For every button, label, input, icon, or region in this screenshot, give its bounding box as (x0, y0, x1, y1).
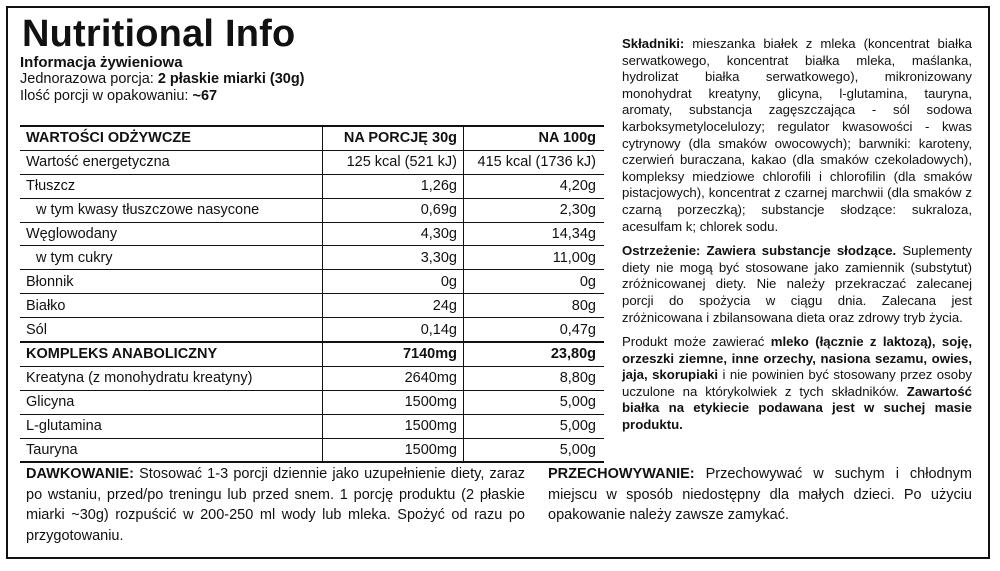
ingredient-name: Kreatyna (z monohydratu kreatyny) (20, 366, 323, 390)
complex-per-serving: 7140mg (323, 342, 464, 366)
servings-label: Ilość porcji w opakowaniu: (20, 88, 193, 104)
per-100g-value: 0g (464, 270, 605, 294)
nutrient-name: Białko (20, 294, 323, 318)
dosage-label: DAWKOWANIE: (26, 466, 134, 482)
nutrient-name: Wartość energetyczna (20, 150, 323, 174)
ingredient-name: L-glutamina (20, 414, 323, 438)
warning-text: Suplementy diety nie mogą być stosowane jako zamiennik (substytut) zróżnicowanej diety. Nie należy przekraczać zalecanej porcji do spożycia w ciągu dnia. Zalecana jest zróżnicowana i zbilansowana dieta oraz zdrowy tryb życia. (622, 243, 972, 325)
per-serving-value: 125 kcal (521 kJ) (323, 150, 464, 174)
per-serving-value: 1,26g (323, 174, 464, 198)
table-row (20, 246, 604, 270)
serving-size-value: 2 płaskie miarki (30g) (157, 71, 305, 87)
serving-size (20, 71, 603, 88)
ingredient-name: Tauryna (20, 438, 323, 462)
ingredient-name: Glicyna (20, 390, 323, 414)
per-serving-value: 2640mg (323, 366, 464, 390)
nutrient-name: w tym cukry (20, 246, 323, 270)
ingredients-paragraph (622, 36, 972, 235)
allergens-paragraph (622, 334, 972, 434)
table-row (20, 318, 604, 342)
complex-header-row (20, 342, 604, 366)
page-subtitle: Informacja żywieniowa (20, 54, 183, 71)
per-100g-value: 0,47g (464, 318, 605, 342)
table-header-cell: NA PORCJĘ 30g (323, 126, 464, 150)
complex-per-100g: 23,80g (464, 342, 605, 366)
dosage-text: Stosować 1-3 porcji dziennie jako uzupełnienie diety, zaraz po wstaniu, przed/po treningu lub przed snem. 1 porcję produktu (2 płaskie miarki ~30g) rozpuścić w 200-250 ml wody lub mleka. Spożyć od razu po przygotowaniu. (26, 466, 525, 544)
storage-label: PRZECHOWYWANIE: (548, 466, 695, 482)
per-serving-value: 3,30g (323, 246, 464, 270)
ingredients-label: Składniki: (622, 36, 685, 51)
table-header-row (20, 126, 604, 150)
per-serving-value: 1500mg (323, 390, 464, 414)
per-serving-value: 0,14g (323, 318, 464, 342)
nutrient-name: Sól (20, 318, 323, 342)
per-100g-value: 5,00g (464, 438, 605, 462)
protein-note: Zawartość białka na etykiecie podawana jest w suchej masie produktu. (622, 383, 972, 433)
per-100g-value: 8,80g (464, 366, 605, 390)
per-serving-value: 0g (323, 270, 464, 294)
table-row (20, 366, 604, 390)
warning-label: Ostrzeżenie: Zawiera substancje słodzące. (622, 243, 897, 259)
header-block (20, 14, 603, 105)
ingredients-text: mieszanka białek z mleka (koncentrat białka serwatkowego, koncentrat białka mleka, maślanka, hydrolizat białka serwatkowego), mikronizowany monohydrat kreatyny, glicyna, l-glutamina, tauryna, aromaty, substancja zagęszczająca - sól sodowa karboksymetylocelulozy; regulator kwasowości - kwas cytrynowy (dla smaków owocowych); barwniki: karoteny, czerwień buraczana, kakao (dla smaków czekoladowych), kompleksy miedziowe chlorofili i chlorofilin (dla smaków pistacjowych), koncentrat z czarnej marchwii (dla smaków z czarną porzeczką); substancje słodzące: sukraloza, acesulfam k; chlorek sodu. (622, 36, 972, 234)
table-row (20, 294, 604, 318)
allergens-text-2: i nie powinien być stosowany przez osoby uczulone na którykolwiek z tych składników. (622, 367, 973, 399)
nutrient-name: Węglowodany (20, 222, 323, 246)
table-row (20, 438, 604, 462)
table-row (20, 150, 604, 174)
warning-paragraph (622, 243, 972, 326)
nutrient-name: Błonnik (20, 270, 323, 294)
servings-value: ~67 (192, 88, 218, 104)
nutrient-name: w tym kwasy tłuszczowe nasycone (20, 198, 323, 222)
table-row (20, 390, 604, 414)
table-row (20, 270, 604, 294)
servings-per-container (20, 88, 603, 105)
nutrition-table (20, 125, 604, 463)
table-row (20, 198, 604, 222)
per-serving-value: 0,69g (323, 198, 464, 222)
right-column (622, 36, 972, 442)
per-100g-value: 14,34g (464, 222, 605, 246)
nutrient-name: Tłuszcz (20, 174, 323, 198)
per-serving-value: 24g (323, 294, 464, 318)
per-100g-value: 80g (464, 294, 605, 318)
table-row (20, 414, 604, 438)
table-header-cell: NA 100g (464, 126, 605, 150)
per-serving-value: 1500mg (323, 438, 464, 462)
per-serving-value: 1500mg (323, 414, 464, 438)
storage-section (548, 464, 972, 526)
table-header-cell: WARTOŚCI ODŻYWCZE (20, 126, 323, 150)
per-100g-value: 415 kcal (1736 kJ) (464, 150, 605, 174)
per-serving-value: 4,30g (323, 222, 464, 246)
page-title: Nutritional Info (22, 13, 296, 55)
complex-name: KOMPLEKS ANABOLICZNY (20, 342, 323, 366)
table-row (20, 174, 604, 198)
per-100g-value: 4,20g (464, 174, 605, 198)
storage-text: Przechowywać w suchym i chłodnym miejscu w sposób niedostępny dla małych dzieci. Po użyciu opakowanie należy zawsze zamykać. (548, 466, 972, 524)
allergens-text: Produkt może zawierać (622, 334, 771, 350)
per-100g-value: 5,00g (464, 390, 605, 414)
per-100g-value: 11,00g (464, 246, 605, 270)
table-row (20, 222, 604, 246)
serving-size-label: Jednorazowa porcja: (20, 71, 158, 87)
dosage-section (26, 464, 525, 546)
per-100g-value: 2,30g (464, 198, 605, 222)
allergens-list: mleko (łącznie z laktozą), soję, orzeszki ziemne, inne orzechy, nasiona sezamu, owies, jaja, skorupiaki (622, 334, 972, 383)
per-100g-value: 5,00g (464, 414, 605, 438)
